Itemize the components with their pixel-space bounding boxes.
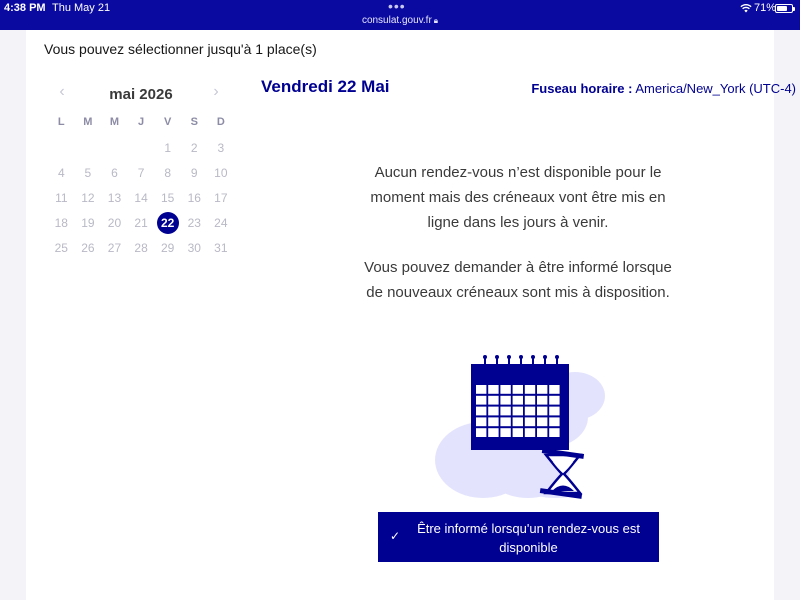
calendar-ring bbox=[495, 355, 499, 359]
calendar-ring bbox=[555, 355, 559, 359]
calendar-day[interactable] bbox=[154, 161, 181, 186]
calendar-day-number: 16 bbox=[187, 191, 201, 205]
illustration-cell bbox=[549, 385, 559, 394]
weekday-label: J bbox=[138, 116, 145, 128]
calendar-day[interactable] bbox=[101, 236, 128, 261]
calendar-day-number: 18 bbox=[54, 216, 68, 230]
calendar-day-number: 30 bbox=[187, 241, 201, 255]
calendar-day-selected[interactable] bbox=[154, 211, 181, 236]
calendar-day[interactable] bbox=[208, 161, 235, 186]
calendar-day[interactable] bbox=[101, 211, 128, 236]
weekday-label: M bbox=[83, 116, 93, 128]
calendar-day-number: 19 bbox=[81, 216, 95, 230]
illustration-cell bbox=[476, 428, 486, 437]
calendar-ring bbox=[483, 355, 487, 359]
calendar-day[interactable] bbox=[181, 211, 208, 236]
calendar-day[interactable] bbox=[75, 236, 102, 261]
calendar-day-number: 14 bbox=[134, 191, 148, 205]
illustration-cell bbox=[525, 385, 535, 394]
illustration-cell bbox=[525, 428, 535, 437]
date-picker bbox=[48, 82, 238, 261]
calendar-day-number: 1 bbox=[164, 141, 172, 155]
illustration-cell bbox=[476, 417, 486, 426]
calendar-day-number: 8 bbox=[164, 166, 172, 180]
no-appointment-message: Aucun rendez-vous n’est disponible pour le moment mais des créneaux vont être mis en ligne dans les jours à venir. bbox=[370, 164, 666, 231]
calendar-cells bbox=[476, 385, 560, 437]
calendar-day-number: 9 bbox=[190, 166, 198, 180]
illustration-cell bbox=[488, 428, 498, 437]
status-date: Thu May 21 bbox=[52, 2, 111, 14]
illustration-cell bbox=[488, 407, 498, 416]
calendar-day-number: 5 bbox=[84, 166, 92, 180]
illustration-cell bbox=[513, 407, 523, 416]
seat-limit-text: Vous pouvez sélectionner jusqu'à 1 place(s) bbox=[44, 41, 317, 57]
illustration-cell bbox=[513, 428, 523, 437]
battery-fill bbox=[777, 6, 787, 11]
weekday-label: M bbox=[109, 116, 120, 128]
calendar-day-number: 3 bbox=[217, 141, 225, 155]
calendar-day-number: 31 bbox=[214, 241, 228, 255]
calendar-day-number: 7 bbox=[137, 166, 145, 180]
calendar-day-number: 29 bbox=[160, 241, 175, 255]
illustration-cell bbox=[500, 428, 510, 437]
calendar-day[interactable] bbox=[208, 186, 235, 211]
calendar-day[interactable] bbox=[181, 136, 208, 161]
calendar-day[interactable] bbox=[181, 236, 208, 261]
calendar-day[interactable] bbox=[48, 236, 75, 261]
illustration-cell bbox=[500, 417, 510, 426]
illustration-cell bbox=[488, 396, 498, 405]
calendar-day[interactable] bbox=[154, 186, 181, 211]
chevron-right-icon[interactable]: › bbox=[213, 83, 219, 100]
calendar-ring bbox=[531, 355, 535, 359]
chevron-left-icon[interactable]: ‹ bbox=[59, 83, 65, 100]
calendar-day-number: 22 bbox=[157, 212, 179, 234]
check-icon: ✓ bbox=[390, 529, 401, 543]
illustration-cell bbox=[488, 417, 498, 426]
calendar-day-number: 10 bbox=[214, 166, 228, 180]
calendar-day-number: 28 bbox=[134, 241, 148, 255]
calendar-day-number: 21 bbox=[134, 216, 148, 230]
calendar-grid bbox=[48, 114, 238, 261]
weekday-label: D bbox=[216, 116, 225, 128]
calendar-day-number: 27 bbox=[107, 241, 122, 255]
booking-card bbox=[26, 30, 796, 600]
weekday-label: S bbox=[190, 116, 198, 128]
illustration-cell bbox=[525, 407, 535, 416]
illustration-cell bbox=[476, 396, 486, 405]
weekday-label: V bbox=[164, 116, 172, 128]
calendar-day[interactable] bbox=[75, 211, 102, 236]
illustration-cell bbox=[500, 385, 510, 394]
calendar-day-number: 20 bbox=[107, 216, 122, 230]
calendar-day[interactable] bbox=[101, 186, 128, 211]
calendar-day[interactable] bbox=[128, 186, 155, 211]
illustration-cell bbox=[476, 385, 486, 394]
calendar-day[interactable] bbox=[48, 161, 75, 186]
status-time: 4:38 PM bbox=[4, 2, 46, 14]
illustration-cell bbox=[500, 396, 510, 405]
calendar-day-number: 12 bbox=[81, 191, 95, 205]
status-bar bbox=[0, 0, 800, 30]
calendar-day-number: 4 bbox=[57, 166, 65, 180]
illustration-cell bbox=[537, 396, 547, 405]
calendar-day[interactable] bbox=[75, 186, 102, 211]
calendar-day-number: 6 bbox=[111, 166, 118, 180]
calendar-day[interactable] bbox=[128, 211, 155, 236]
illustration-cell bbox=[549, 428, 559, 437]
timezone bbox=[496, 81, 796, 96]
more-dots-icon[interactable]: ••• bbox=[388, 0, 406, 14]
calendar-day-number: 15 bbox=[160, 191, 175, 205]
calendar-day-number: 24 bbox=[214, 216, 228, 230]
calendar-day-number: 17 bbox=[214, 191, 228, 205]
calendar-blank bbox=[101, 136, 128, 161]
battery-nub bbox=[793, 7, 795, 11]
calendar-day[interactable] bbox=[128, 161, 155, 186]
illustration-cell bbox=[537, 385, 547, 394]
calendar-day-number: 11 bbox=[55, 191, 68, 205]
calendar-day[interactable] bbox=[154, 136, 181, 161]
illustration-cell bbox=[525, 396, 535, 405]
url-text: consulat.gouv.fr bbox=[361, 15, 432, 26]
illustration-cell bbox=[513, 396, 523, 405]
illustration-cell bbox=[488, 385, 498, 394]
calendar-day[interactable] bbox=[181, 186, 208, 211]
illustration-cell bbox=[549, 417, 559, 426]
illustration-cell bbox=[537, 428, 547, 437]
illustration-cell bbox=[537, 417, 547, 426]
illustration-cell bbox=[549, 407, 559, 416]
calendar-day[interactable] bbox=[208, 236, 235, 261]
calendar-ring bbox=[543, 355, 547, 359]
battery-percent: 71% bbox=[754, 2, 777, 14]
wifi-icon bbox=[740, 3, 752, 13]
notify-info-message: Vous pouvez demander à être informé lorsque de nouveaux créneaux sont mis à disposition. bbox=[364, 259, 672, 301]
calendar-blank bbox=[128, 136, 155, 161]
calendar-day[interactable] bbox=[128, 236, 155, 261]
calendar-day[interactable] bbox=[75, 161, 102, 186]
address-bar[interactable] bbox=[0, 15, 800, 26]
selected-day-title: Vendredi 22 Mai bbox=[261, 77, 390, 96]
timezone-value: America/New_York (UTC-4) bbox=[635, 81, 796, 96]
calendar-blank bbox=[75, 136, 102, 161]
illustration-cell bbox=[513, 417, 523, 426]
calendar-day-number: 26 bbox=[81, 241, 95, 255]
weekday-label: L bbox=[57, 116, 65, 128]
calendar-day[interactable] bbox=[48, 186, 75, 211]
calendar-day-number: 13 bbox=[107, 191, 122, 205]
illustration-cell bbox=[525, 417, 535, 426]
calendar-month: mai 2026 bbox=[109, 86, 173, 103]
page-background bbox=[0, 30, 800, 600]
calendar-ring bbox=[519, 355, 523, 359]
calendar-day[interactable] bbox=[208, 211, 235, 236]
calendar-header bbox=[48, 82, 238, 110]
calendar-day[interactable] bbox=[208, 136, 235, 161]
illustration-cell bbox=[513, 385, 523, 394]
calendar-hourglass-illustration bbox=[428, 352, 608, 512]
notify-me-button[interactable] bbox=[378, 512, 659, 562]
calendar-day-number: 2 bbox=[190, 141, 198, 155]
calendar-day[interactable] bbox=[181, 161, 208, 186]
calendar-day[interactable] bbox=[101, 161, 128, 186]
calendar-day[interactable] bbox=[48, 211, 75, 236]
calendar-day-number: 23 bbox=[187, 216, 201, 230]
illustration-cell bbox=[476, 407, 486, 416]
calendar-day-number: 25 bbox=[54, 241, 68, 255]
battery-icon bbox=[775, 4, 793, 13]
illustration-cell bbox=[537, 407, 547, 416]
timezone-label: Fuseau horaire : bbox=[531, 81, 633, 96]
calendar-ring bbox=[507, 355, 511, 359]
calendar-blank bbox=[48, 136, 75, 161]
illustration-cell bbox=[549, 396, 559, 405]
calendar-day[interactable] bbox=[154, 236, 181, 261]
notify-me-label: Être informé lorsqu'un rendez-vous est disponible bbox=[417, 521, 640, 555]
illustration-cell bbox=[500, 407, 510, 416]
lock-icon: 🔒︎ bbox=[433, 16, 439, 25]
